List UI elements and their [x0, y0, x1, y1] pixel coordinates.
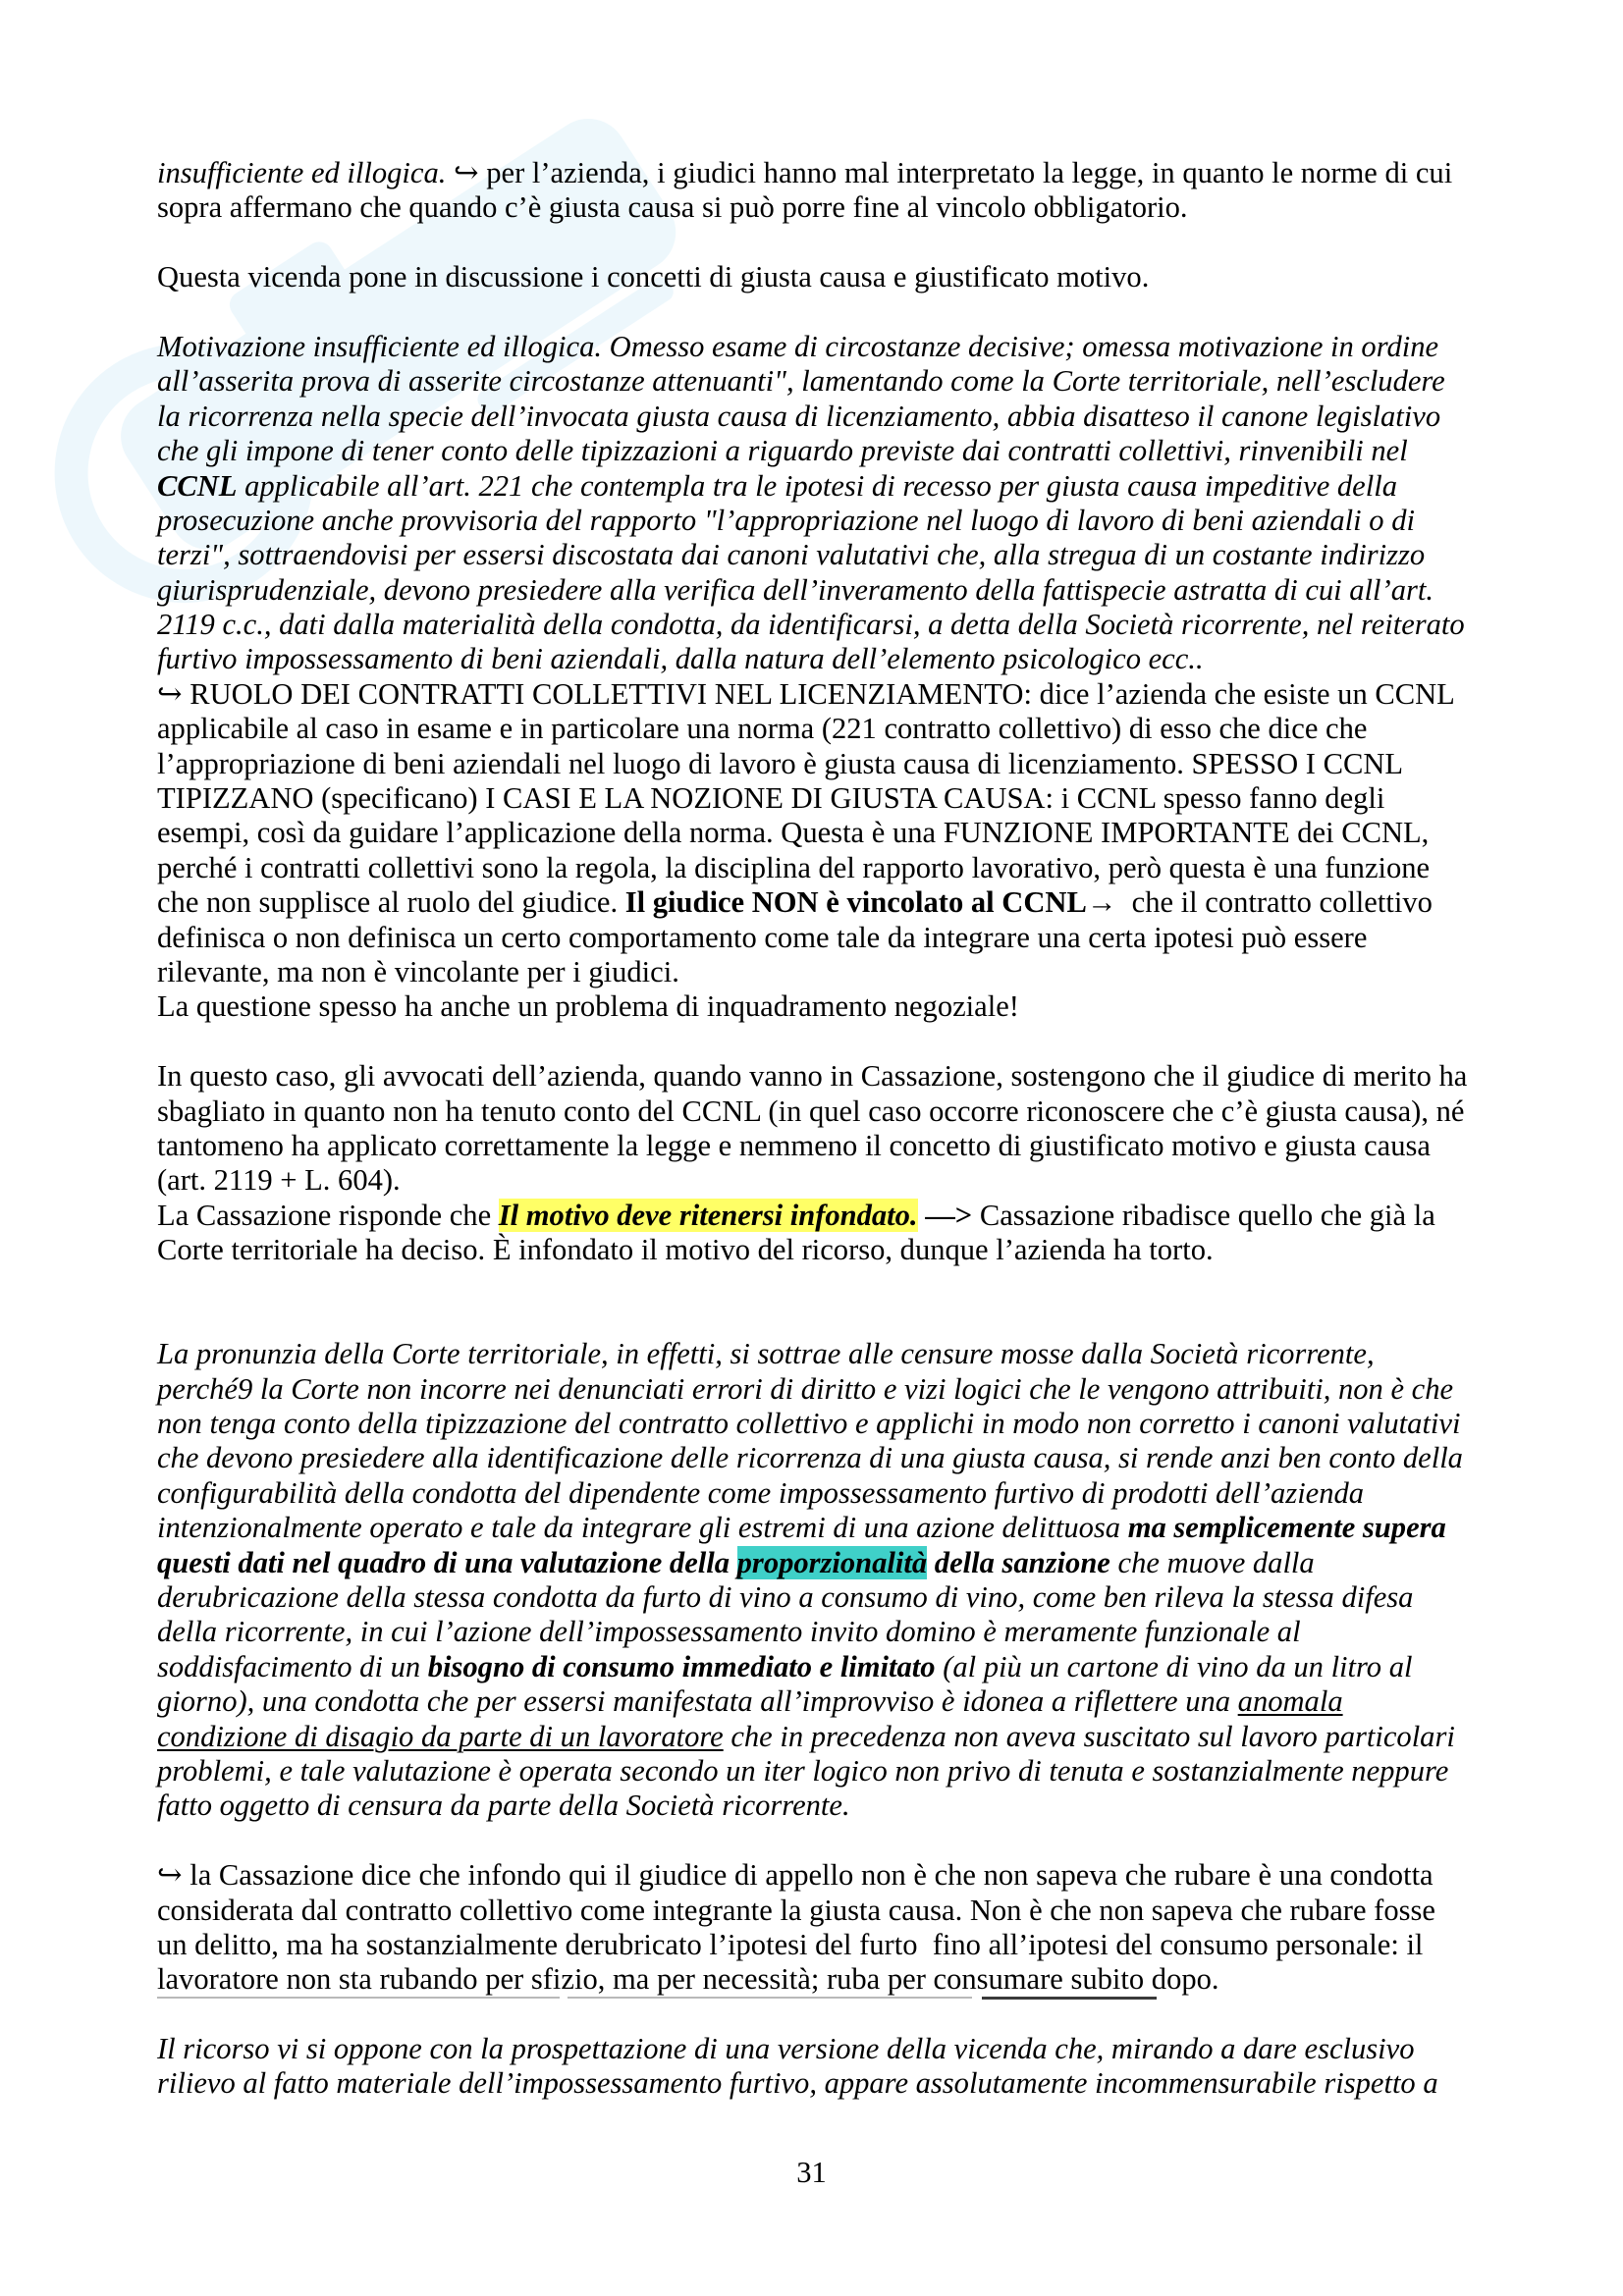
- text-line: [157, 1650, 1532, 1684]
- italic-text: della ricorrente, in cui l’azione dell’impossessamento invito domino è meramente funzionale al: [157, 1615, 1301, 1649]
- italic-text: che muove dalla: [1109, 1545, 1315, 1579]
- text-run: lavoratore non sta rubando per sfizio, ma per necessità; ruba per consumare subito dopo.: [157, 1962, 1219, 1997]
- paragraph: [157, 330, 1532, 677]
- paragraph: [157, 1858, 1532, 1998]
- text-run: In questo caso, gli avvocati dell’azienda, quando vanno in Cassazione, sostengono che il giudice di merito ha: [157, 1059, 1468, 1094]
- pen-underline: [568, 1997, 972, 1999]
- text-line: [157, 1720, 1532, 1754]
- italic-text: Il ricorso vi si oppone con la prospettazione di una versione della vicenda che, mirando a dare esclusivo: [157, 2032, 1415, 2066]
- paragraph: [157, 2032, 1532, 2102]
- text-line: [157, 573, 1532, 608]
- italic-text: che devono presiedere alla identificazione delle ricorrenza di una giusta causa, si rende anzi ben conto della: [157, 1441, 1463, 1475]
- text-run: tantomeno ha applicato correttamente la legge e nemmeno il concetto di giustificato motivo e giusta causa: [157, 1128, 1431, 1162]
- text-run: rilevante, ma non è vincolante per i giudici.: [157, 954, 679, 988]
- italic-text: derubricazione della stessa condotta da furto di vino a consumo di vino, come ben rileva la stessa difesa: [157, 1580, 1414, 1615]
- text-run: un delitto, ma ha sostanzialmente derubricato l’ipotesi del furto fino all’ipotesi del consumo personale: il: [157, 1927, 1424, 1961]
- bold-text: bisogno di consumo immediato e limitato: [427, 1649, 936, 1683]
- text-line: [157, 1962, 1532, 1997]
- text-line: [157, 538, 1532, 572]
- text-run: che non supplisce al ruolo del giudice.: [157, 885, 625, 920]
- text-line: [157, 1894, 1532, 1928]
- text-line: [157, 816, 1532, 850]
- italic-text: 2119 c.c., dati dalla materialità della condotta, da identificarsi, a detta della Società ricorrente, nel reiterato: [157, 608, 1465, 642]
- text-run: definisca o non definisca un certo comportamento come tale da integrare una certa ipotesi può essere: [157, 920, 1368, 954]
- italic-text: terzi", sottraendovisi per essersi discostata dai canoni valutativi che, alla stregua di un costante indirizzo: [157, 538, 1426, 572]
- blank-line: [157, 1824, 1532, 1858]
- text-run: l’appropriazione di beni aziendali nel luogo di lavoro è giusta causa di licenziamento. SPESSO I CCNL: [157, 746, 1404, 780]
- text-line: [157, 1511, 1532, 1545]
- text-run: La questione spesso ha anche un problema di inquadramento negoziale!: [157, 989, 1019, 1024]
- text-line: [157, 1754, 1532, 1789]
- italic-text: perché9 la Corte non incorre nei denunciati errori di diritto e vizi logici che le vengono attribuiti, non è che: [157, 1371, 1454, 1406]
- text-line: [157, 469, 1532, 504]
- italic-text: intenzionalmente operato e tale da integrare gli estremi di una azione delittuosa: [157, 1511, 1128, 1545]
- blank-line: [157, 1025, 1532, 1059]
- italic-text: furtivo impossessamento di beni aziendali, dalla natura dell’elemento psicologico ecc..: [157, 642, 1204, 676]
- text-line: [157, 1789, 1532, 1823]
- bold-text: questi dati nel quadro di una valutazione della: [157, 1545, 737, 1579]
- italic-text: La pronunzia della Corte territoriale, in effetti, si sottrae alle censure mosse dalla Società ricorrente,: [157, 1337, 1375, 1371]
- text-line: [157, 1858, 1532, 1893]
- paragraph: [157, 260, 1532, 294]
- text-run: considerata dal contratto collettivo come integrante la giusta causa. Non è che non sapeva che rubare fosse: [157, 1893, 1435, 1927]
- italic-text: insufficiente ed illogica.: [157, 156, 447, 189]
- text-run: (art. 2119 + L. 604).: [157, 1163, 401, 1198]
- pen-underline: [157, 1997, 560, 1999]
- bold-text: ma semplicemente supera: [1127, 1511, 1446, 1545]
- text-line: [157, 156, 1532, 190]
- text-line: [157, 400, 1532, 434]
- text-line: [157, 1372, 1532, 1407]
- highlighted-text: Il motivo deve ritenersi infondato.: [498, 1198, 918, 1232]
- text-line: [157, 1199, 1532, 1233]
- text-line: [157, 1580, 1532, 1615]
- italic-text: giorno), una condotta che per essersi manifestata all’improvviso è idonea a riflettere una: [157, 1684, 1238, 1719]
- text-line: [157, 1441, 1532, 1475]
- text-line: [157, 1095, 1532, 1129]
- document-body: [157, 156, 1532, 2102]
- italic-text: non tenga conto della tipizzazione del contratto collettivo e applichi in modo non corretto i canoni valutativi: [157, 1407, 1461, 1441]
- italic-text: fatto oggetto di censura da parte della Società ricorrente.: [157, 1789, 850, 1823]
- bold-text: —>: [925, 1198, 973, 1232]
- text-line: [157, 1476, 1532, 1511]
- page-number: 31: [796, 2156, 827, 2189]
- paragraph: [157, 1337, 1532, 1823]
- italic-text: (al più un cartone di vino da un litro al: [935, 1649, 1413, 1683]
- bold-text: della sanzione: [927, 1545, 1110, 1579]
- blank-line: [157, 1303, 1532, 1337]
- blank-line: [157, 295, 1532, 330]
- italic-text: soddisfacimento di un: [157, 1649, 428, 1683]
- text-run: ↪ per l’azienda, i giudici hanno mal interpretato la legge, in quanto le norme di cui: [446, 156, 1453, 189]
- paragraph: [157, 1059, 1532, 1199]
- underlined-text: anomala: [1237, 1684, 1343, 1719]
- text-line: [157, 1337, 1532, 1371]
- text-run: sopra affermano che quando c’è giusta causa si può porre fine al vincolo obbligatorio.: [157, 190, 1188, 225]
- text-line: [157, 642, 1532, 676]
- text-line: [157, 1684, 1532, 1719]
- text-line: [157, 364, 1532, 399]
- text-line: [157, 955, 1532, 989]
- italic-text: prosecuzione anche provvisoria del rapporto "l’appropriazione nel luogo di lavoro di beni aziendali o di: [157, 503, 1415, 537]
- text-line: [157, 677, 1532, 712]
- italic-text: che gli impone di tener conto delle tipizzazioni a riguardo previste dai contratti collettivi, rinvenibili nel: [157, 434, 1408, 468]
- text-line: [157, 851, 1532, 885]
- text-line: [157, 330, 1532, 364]
- italic-text: giurisprudenziale, devono presiedere alla verifica dell’inveramento della fattispecie astratta di cui all’art.: [157, 572, 1434, 607]
- text-line: [157, 1233, 1532, 1267]
- text-line: [157, 434, 1532, 468]
- text-line: [157, 747, 1532, 781]
- italic-text: la ricorrenza nella specie dell’invocata giusta causa di licenziamento, abbia disatteso il canone legislativo: [157, 399, 1441, 433]
- paragraph: [157, 156, 1532, 226]
- text-line: [157, 921, 1532, 955]
- italic-text: Motivazione insufficiente ed illogica. Omesso esame di circostanze decisive; omessa motivazione in ordine: [157, 329, 1439, 363]
- text-line: [157, 608, 1532, 642]
- text-run: → che il contratto collettivo: [1086, 885, 1433, 920]
- highlighted-text: proporzionalità: [736, 1545, 928, 1579]
- text-line: [157, 781, 1532, 816]
- text-run: sbagliato in quanto non ha tenuto conto del CCNL (in quel caso occorre riconoscere che c’è giusta causa), né: [157, 1094, 1465, 1128]
- italic-text: rilievo al fatto materiale dell’impossessamento furtivo, appare assolutamente incommensurabile rispetto a: [157, 2066, 1438, 2101]
- text-run: TIPIZZANO (specificano) I CASI E LA NOZIONE DI GIUSTA CAUSA: i CCNL spesso fanno degli: [157, 781, 1385, 816]
- italic-text: che in precedenza non aveva suscitato sul lavoro particolari: [723, 1719, 1455, 1753]
- text-line: [157, 1129, 1532, 1163]
- text-run: Questa vicenda pone in discussione i concetti di giusta causa e giustificato motivo.: [157, 260, 1150, 294]
- text-run: ↪ la Cassazione dice che infondo qui il giudice di appello non è che non sapeva che rubare è una condotta: [157, 1858, 1434, 1893]
- italic-text: applicabile all’art. 221 che contempla tra le ipotesi di recesso per giusta causa impeditive della: [237, 468, 1397, 503]
- bold-text: Il giudice NON è vincolato al CCNL: [624, 885, 1087, 920]
- text-line: [157, 1615, 1532, 1649]
- blank-line: [157, 226, 1532, 260]
- text-line: [157, 260, 1532, 294]
- blank-line: [157, 1268, 1532, 1303]
- pen-underline: [982, 1997, 1157, 2000]
- underlined-text: condizione di disagio da parte di un lavoratore: [157, 1719, 724, 1753]
- text-line: [157, 1928, 1532, 1962]
- text-line: [157, 885, 1532, 920]
- text-line: [157, 989, 1532, 1024]
- text-run: perché i contratti collettivi sono la regola, la disciplina del rapporto lavorativo, però questa è una funzione: [157, 850, 1431, 884]
- text-line: [157, 1407, 1532, 1441]
- italic-text: configurabilità della condotta del dipendente come impossessamento furtivo di prodotti dell’azienda: [157, 1475, 1365, 1510]
- text-line: [157, 1163, 1532, 1198]
- text-run: esempi, così da guidare l’applicazione della norma. Questa è una FUNZIONE IMPORTANTE dei CCNL,: [157, 816, 1430, 850]
- text-run: applicabile al caso in esame e in particolare una norma (221 contratto collettivo) di esso che dice che: [157, 712, 1368, 746]
- text-run: ↪ RUOLO DEI CONTRATTI COLLETTIVI NEL LICENZIAMENTO: dice l’azienda che esiste un CCNL: [157, 676, 1455, 711]
- text-line: [157, 712, 1532, 746]
- bold-text: CCNL: [157, 468, 238, 503]
- paragraph: [157, 677, 1532, 990]
- blank-line: [157, 1998, 1532, 2032]
- text-run: Cassazione ribadisce quello che già la: [972, 1198, 1435, 1232]
- text-line: [157, 1546, 1532, 1580]
- italic-text: all’asserita prova di asserite circostanze attenuanti", lamentando come la Corte territoriale, nell’escludere: [157, 364, 1445, 399]
- text-line: [157, 1059, 1532, 1094]
- paragraph: [157, 989, 1532, 1024]
- paragraph: [157, 1199, 1532, 1268]
- text-line: [157, 2032, 1532, 2066]
- text-line: [157, 504, 1532, 538]
- text-line: [157, 2066, 1532, 2101]
- italic-text: problemi, e tale valutazione è operata secondo un iter logico non privo di tenuta e sostanzialmente neppure: [157, 1753, 1449, 1788]
- text-line: [157, 190, 1532, 225]
- text-run: La Cassazione risponde che: [157, 1198, 499, 1232]
- text-run: Corte territoriale ha deciso. È infondato il motivo del ricorso, dunque l’azienda ha torto.: [157, 1233, 1214, 1267]
